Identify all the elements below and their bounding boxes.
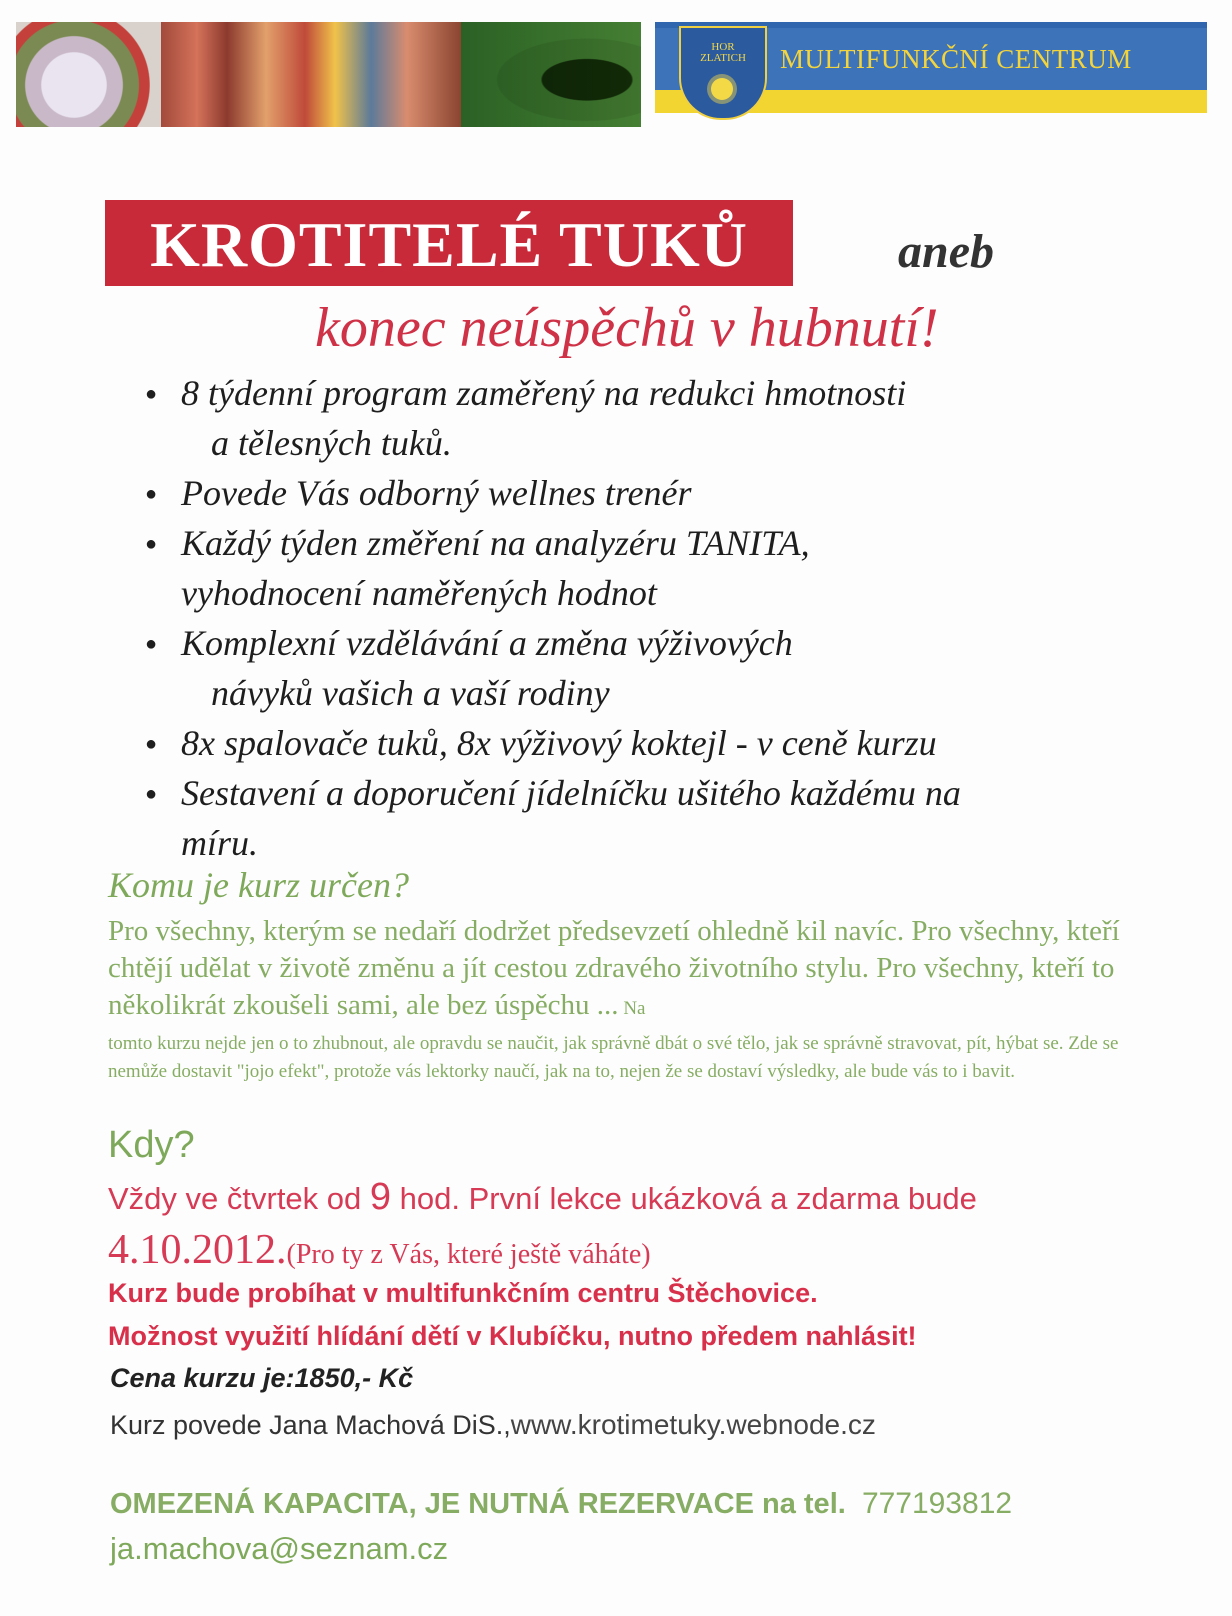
list-item: ● Povede Vás odborný wellnes trenér <box>145 468 1145 518</box>
center-logo <box>655 22 1207 113</box>
childcare-text: Možnost využití hlídání dětí v Klubíčku, nutno předem nahlásit! <box>108 1321 917 1351</box>
audience-heading: Komu je kurz určen? <box>108 865 409 905</box>
page-title: KROTITELÉ TUKŮ <box>150 209 748 280</box>
title-banner <box>105 200 793 286</box>
audience-text-small: tomto kurzu nejde jen o to zhubnout, ale opravdu se naučit, jak správně dbát o své tělo, jak se správně stravovat, pít, hýbat se. Zde se nemůže dostavit "jojo efekt", protože vás lektorky naučí, jak na to, nejen že se dostaví výsledky, ale bude vás to i bavit. <box>108 1033 1119 1082</box>
crest-text: HOR ZLATICH <box>700 41 746 64</box>
when-heading: Kdy? <box>108 1124 195 1166</box>
email-link[interactable]: ja.machova@seznam.cz <box>110 1531 449 1566</box>
price-text: Cena kurzu je:1850,- Kč <box>110 1363 414 1393</box>
schedule-text: Vždy ve čtvrtek od 9 hod. První lekce ukázková a zdarma bude <box>108 1176 977 1218</box>
list-item: ● Každý týden změření na analyzéru TANITA, vyhodnocení naměřených hodnot <box>145 518 1145 618</box>
salad-photo <box>461 22 641 127</box>
feature-list <box>145 368 1145 868</box>
center-name: MULTIFUNKČNÍ CENTRUM <box>780 44 1132 74</box>
location-text: Kurz bude probíhat v multifunkčním centru Štěchovice. <box>108 1278 818 1308</box>
crest-icon <box>679 26 767 120</box>
subtitle: konec neúspěchů v hubnutí! <box>315 297 939 359</box>
list-item: ● 8 týdenní program zaměřený na redukci hmotnosti a tělesných tuků. <box>145 368 1145 468</box>
women-photo <box>161 22 461 127</box>
sun-icon <box>711 78 733 100</box>
audience-text: Pro všechny, kterým se nedaří dodržet předsevzetí ohledně kil navíc. Pro všechny, kteří chtějí udělat v životě změnu a jít cestou zdravého životního stylu. Pro všechny, kteří to několikrát zkoušeli sami, ale bez úspěchu ... Na <box>108 915 1120 1021</box>
reservation-text: OMEZENÁ KAPACITA, JE NUTNÁ REZERVACE na tel. 777193812 <box>110 1487 1013 1520</box>
food-photo <box>16 22 161 127</box>
header-photo-strip <box>16 22 641 127</box>
list-item: ● Sestavení a doporučení jídelníčku ušitého každému na míru. <box>145 768 1145 868</box>
start-date: 4.10.2012.(Pro ty z Vás, které ještě váháte) <box>108 1227 651 1273</box>
aneb-text: aneb <box>898 225 994 278</box>
list-item: ● Komplexní vzdělávání a změna výživových návyků vašich a vaší rodiny <box>145 618 1145 718</box>
list-item: ● 8x spalovače tuků, 8x výživový koktejl - v ceně kurzu <box>145 718 1145 768</box>
website-link[interactable]: www.krotimetuky.webnode.cz <box>510 1409 876 1440</box>
lecturer-text: Kurz povede Jana Machová DiS.,www.krotimetuky.webnode.cz <box>110 1409 876 1440</box>
phone-number[interactable]: 777193812 <box>861 1487 1013 1520</box>
